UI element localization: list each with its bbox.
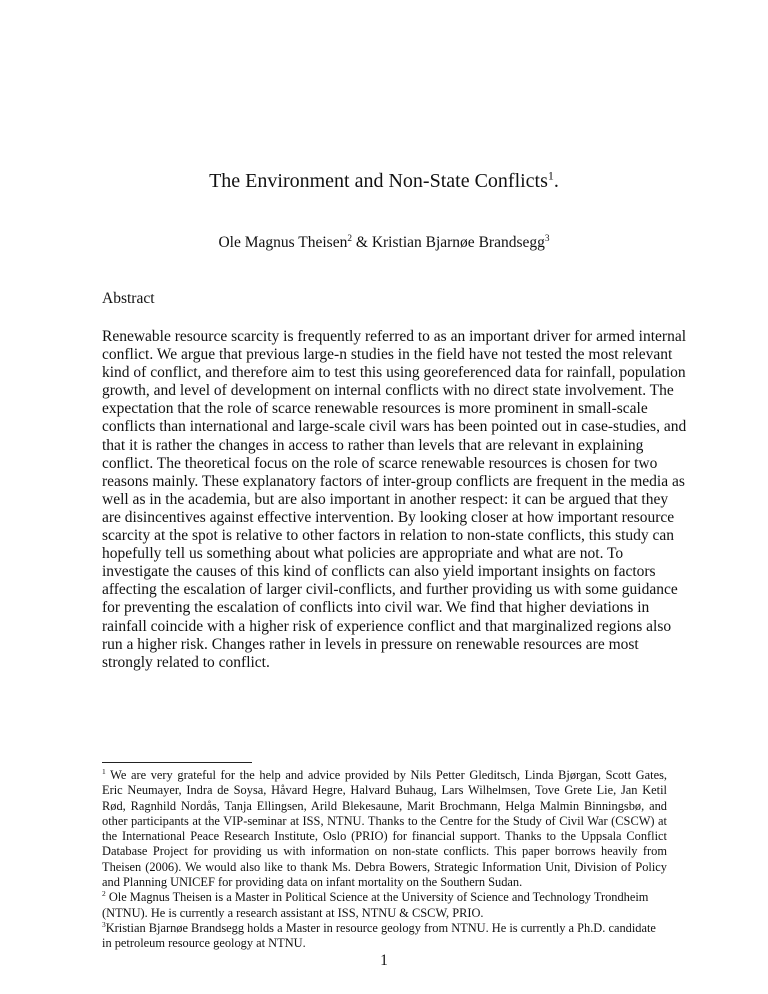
author-1-footnote-mark[interactable]: 2 xyxy=(347,233,352,244)
footnote-text: and Planning UNICEF for providing data on infant mortality on the Southern Sudan. xyxy=(102,875,523,890)
footnote-text: Theisen (2006). We would also like to thank Ms. Debra Bowers, Strategic Information Unit, Division of Policy xyxy=(102,859,667,874)
footnote-mark: 3 xyxy=(102,919,106,929)
abstract-line: well as in the academia, but are also important in another respect: it can be argued that they xyxy=(102,490,669,508)
footnote-1-line xyxy=(102,799,667,814)
abstract-line: are disincentives against effective intervention. By looking closer at how important resource xyxy=(102,508,675,526)
author-separator: & xyxy=(352,234,372,251)
author-2-footnote-mark[interactable]: 3 xyxy=(544,233,550,244)
footnote-text: other participants at the VIP-seminar at ISS, NTNU. Thanks to the Centre for the Study of Civil War (CSCW) at xyxy=(102,813,667,828)
title-footnote-mark[interactable]: 1 xyxy=(547,168,554,183)
title-trailing: . xyxy=(553,170,559,192)
footnote-1-line xyxy=(102,783,667,798)
footnote-text: the International Peace Research Institute, Oslo (PRIO) for financial support. Thanks to the Uppsala Conflict xyxy=(102,829,667,844)
footnote-1-line xyxy=(102,829,667,844)
abstract-line: scarcity at the spot is relative to other factors in relation to non-state conflicts, this study can xyxy=(102,527,675,545)
abstract-line: conflict. The theoretical focus on the role of scarce renewable resources is chosen for two xyxy=(102,454,658,472)
abstract-line: for preventing the escalation of conflicts into civil war. We find that higher deviations in xyxy=(102,599,650,617)
abstract-line: rainfall coincide with a higher risk of experience conflict and that marginalized regions also xyxy=(102,617,672,635)
abstract-line: that it is rather the changes in access to rather than levels that are relevant in explaining xyxy=(102,436,644,454)
footnote-2-line xyxy=(102,890,667,905)
abstract-heading: Abstract xyxy=(102,290,155,307)
footnote-text: Rød, Ragnhild Nordås, Tanja Ellingsen, Arild Blekesaune, Marit Brochmann, Helga Malmin Binningsbø, and xyxy=(102,798,667,813)
footnotes xyxy=(102,768,667,952)
abstract-line: reasons mainly. These explanatory factors of inter-group conflicts are frequent in the media as xyxy=(102,472,685,490)
abstract-line: conflict. We argue that previous large-n studies in the field have not tested the most relevant xyxy=(102,346,673,364)
footnote-separator xyxy=(102,762,252,763)
abstract-line: investigate the causes of this kind of conflicts can also yield important insights on factors xyxy=(102,563,656,581)
footnote-text: Eric Neumayer, Indra de Soysa, Håvard Hegre, Halvard Buhaug, Lars Wilhelmsen, Tove Grete Lie, Jan Ketil xyxy=(102,783,667,798)
page-number: 1 xyxy=(380,952,388,969)
footnote-mark: 1 xyxy=(102,766,106,776)
title-text: The Environment and Non-State Conflicts xyxy=(209,170,548,192)
footnote-text: Database Project for providing us with information on non-state conflicts. This paper borrows heavily from xyxy=(102,844,667,859)
abstract-line: conflicts than international and large-scale civil wars has been pointed out in case-studies, and xyxy=(102,418,687,436)
author-1: Ole Magnus Theisen xyxy=(218,234,348,251)
abstract-line: hopefully tell us something about what policies are appropriate and what are not. To xyxy=(102,545,624,563)
abstract-line: Renewable resource scarcity is frequently referred to as an important driver for armed internal xyxy=(102,328,687,345)
footnote-text: (NTNU). He is currently a research assistant at ISS, NTNU & CSCW, PRIO. xyxy=(102,905,484,920)
footnote-text: in petroleum resource geology at NTNU. xyxy=(102,936,306,951)
footnote-1-line xyxy=(102,844,667,859)
footnote-1-line xyxy=(102,860,667,875)
footnote-mark: 2 xyxy=(102,889,106,899)
abstract-line: growth, and level of development on internal conflicts with no direct state involvement. The xyxy=(102,382,674,400)
footnote-text: We are very grateful for the help and advice provided by Nils Petter Gleditsch, Linda Bjørgan, Scott Gates, xyxy=(105,768,667,782)
abstract-line: expectation that the role of scarce renewable resources is more prominent in small-scale xyxy=(102,400,648,418)
author-2: Kristian Bjarnøe Brandsegg xyxy=(371,234,545,251)
footnote-3-line xyxy=(102,921,667,936)
footnote-3-line xyxy=(102,936,667,951)
footnote-2-line xyxy=(102,906,667,921)
abstract-line: kind of conflict, and therefore aim to test this using georeferenced data for rainfall, population xyxy=(102,364,686,382)
abstract-line: affecting the escalation of larger civil-conflicts, and further providing us with some guidance xyxy=(102,581,678,599)
footnote-1-line xyxy=(102,768,667,783)
footnote-text: Kristian Bjarnøe Brandsegg holds a Master in resource geology from NTNU. He is currently a Ph.D. candidate xyxy=(105,920,656,935)
footnote-1-line xyxy=(102,814,667,829)
footnote-text: Ole Magnus Theisen is a Master in Political Science at the University of Science and Technology Trondheim xyxy=(105,890,649,905)
abstract-line: strongly related to conflict. xyxy=(102,653,270,671)
authors xyxy=(0,234,768,252)
abstract-line: run a higher risk. Changes rather in levels in pressure on renewable resources are most xyxy=(102,635,639,653)
footnote-1-line xyxy=(102,875,667,890)
abstract-body xyxy=(102,328,687,672)
paper-title xyxy=(0,170,768,193)
